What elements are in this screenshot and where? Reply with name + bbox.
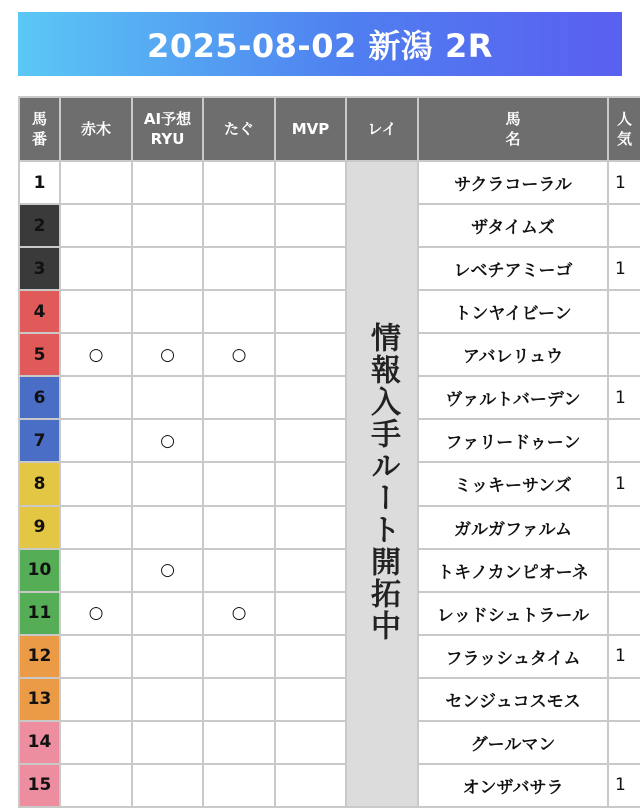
tagu-mark (203, 419, 275, 462)
popularity-value: 1 (608, 161, 640, 204)
table-row (19, 462, 640, 505)
popularity-value (608, 721, 640, 764)
ai-ryu-mark: ○ (132, 419, 203, 462)
horse-name: センジュコスモス (418, 678, 608, 721)
horse-number: 3 (19, 247, 60, 290)
horse-number: 6 (19, 376, 60, 419)
horse-name: ザタイムズ (418, 204, 608, 247)
akagi-mark (60, 204, 132, 247)
horse-number: 12 (19, 635, 60, 678)
header-number (19, 97, 60, 161)
header-ai (132, 97, 203, 161)
ai-ryu-mark (132, 635, 203, 678)
akagi-mark (60, 419, 132, 462)
mvp-mark (275, 764, 346, 807)
header-akagi (60, 97, 132, 161)
header-horse-label: 馬 名 (505, 110, 521, 148)
horse-number: 15 (19, 764, 60, 807)
horse-name: レッドシュトラール (418, 592, 608, 635)
horse-name: アバレリュウ (418, 333, 608, 376)
tagu-mark (203, 721, 275, 764)
horse-number: 10 (19, 549, 60, 592)
horse-number: 4 (19, 290, 60, 333)
table-body (19, 161, 640, 807)
table-row (19, 333, 640, 376)
table-row (19, 161, 640, 204)
header-rei (346, 97, 418, 161)
header-horse (418, 97, 608, 161)
tagu-mark (203, 161, 275, 204)
tagu-mark (203, 549, 275, 592)
tagu-mark (203, 764, 275, 807)
ai-ryu-mark (132, 204, 203, 247)
horse-number: 7 (19, 419, 60, 462)
mvp-mark (275, 247, 346, 290)
race-title-banner (18, 12, 622, 76)
race-title: 2025-08-02 新潟 2R (147, 27, 493, 65)
mvp-mark (275, 549, 346, 592)
horse-name: トンヤイビーン (418, 290, 608, 333)
ai-ryu-mark: ○ (132, 549, 203, 592)
table-row (19, 549, 640, 592)
tagu-mark (203, 204, 275, 247)
popularity-value (608, 290, 640, 333)
ai-ryu-mark (132, 678, 203, 721)
mvp-mark (275, 376, 346, 419)
akagi-mark (60, 764, 132, 807)
horse-name: フラッシュタイム (418, 635, 608, 678)
table-row (19, 204, 640, 247)
table-header-row (19, 97, 640, 161)
akagi-mark: ○ (60, 592, 132, 635)
tagu-mark (203, 506, 275, 549)
horse-number: 13 (19, 678, 60, 721)
tagu-mark (203, 290, 275, 333)
popularity-value (608, 333, 640, 376)
mvp-mark (275, 204, 346, 247)
rei-note: 情報入手ルート開拓中 (365, 321, 400, 642)
tagu-mark (203, 462, 275, 505)
popularity-value: 1 (608, 462, 640, 505)
ai-ryu-mark (132, 376, 203, 419)
popularity-value (608, 549, 640, 592)
horse-name: ガルガファルム (418, 506, 608, 549)
ai-ryu-mark (132, 247, 203, 290)
header-akagi-label: 赤木 (80, 120, 111, 138)
mvp-mark (275, 333, 346, 376)
ai-ryu-mark (132, 462, 203, 505)
horse-name: オンザバサラ (418, 764, 608, 807)
prediction-table (18, 96, 640, 808)
akagi-mark (60, 462, 132, 505)
popularity-value (608, 204, 640, 247)
table-row (19, 635, 640, 678)
akagi-mark (60, 678, 132, 721)
header-number-label: 馬 番 (31, 110, 47, 148)
ai-ryu-mark (132, 592, 203, 635)
akagi-mark: ○ (60, 333, 132, 376)
popularity-value: 1 (608, 376, 640, 419)
ai-ryu-mark (132, 161, 203, 204)
rei-column-note-cell (346, 161, 418, 807)
akagi-mark (60, 290, 132, 333)
popularity-value (608, 419, 640, 462)
horse-name: トキノカンピオーネ (418, 549, 608, 592)
horse-name: ミッキーサンズ (418, 462, 608, 505)
header-tagu (203, 97, 275, 161)
header-extra-label: 人 気 (616, 110, 632, 148)
akagi-mark (60, 549, 132, 592)
mvp-mark (275, 419, 346, 462)
tagu-mark: ○ (203, 333, 275, 376)
table-row (19, 678, 640, 721)
popularity-value: 1 (608, 635, 640, 678)
header-mvp-label: MVP (291, 120, 330, 138)
akagi-mark (60, 376, 132, 419)
akagi-mark (60, 721, 132, 764)
header-ai-label: AI予想 RYU (143, 110, 192, 148)
table-row (19, 376, 640, 419)
horse-name: ヴァルトバーデン (418, 376, 608, 419)
header-mvp (275, 97, 346, 161)
tagu-mark (203, 678, 275, 721)
popularity-value: 1 (608, 764, 640, 807)
tagu-mark (203, 247, 275, 290)
ai-ryu-mark (132, 506, 203, 549)
popularity-value (608, 592, 640, 635)
mvp-mark (275, 721, 346, 764)
mvp-mark (275, 506, 346, 549)
table-row (19, 592, 640, 635)
table-row (19, 419, 640, 462)
table-row (19, 764, 640, 807)
table-row (19, 290, 640, 333)
horse-name: サクラコーラル (418, 161, 608, 204)
horse-name: レベチアミーゴ (418, 247, 608, 290)
mvp-mark (275, 592, 346, 635)
mvp-mark (275, 635, 346, 678)
akagi-mark (60, 506, 132, 549)
ai-ryu-mark (132, 290, 203, 333)
horse-number: 11 (19, 592, 60, 635)
header-extra (608, 97, 640, 161)
table-row (19, 247, 640, 290)
popularity-value: 1 (608, 247, 640, 290)
tagu-mark: ○ (203, 592, 275, 635)
mvp-mark (275, 290, 346, 333)
mvp-mark (275, 161, 346, 204)
mvp-mark (275, 678, 346, 721)
horse-number: 14 (19, 721, 60, 764)
ai-ryu-mark (132, 764, 203, 807)
tagu-mark (203, 635, 275, 678)
table-row (19, 721, 640, 764)
akagi-mark (60, 635, 132, 678)
akagi-mark (60, 161, 132, 204)
header-rei-label: レイ (367, 120, 397, 138)
header-tagu-label: たぐ (223, 120, 254, 138)
akagi-mark (60, 247, 132, 290)
table-row (19, 506, 640, 549)
horse-number: 9 (19, 506, 60, 549)
horse-name: グールマン (418, 721, 608, 764)
popularity-value (608, 678, 640, 721)
tagu-mark (203, 376, 275, 419)
horse-number: 5 (19, 333, 60, 376)
horse-name: ファリードゥーン (418, 419, 608, 462)
popularity-value (608, 506, 640, 549)
horse-number: 2 (19, 204, 60, 247)
ai-ryu-mark (132, 721, 203, 764)
horse-number: 8 (19, 462, 60, 505)
ai-ryu-mark: ○ (132, 333, 203, 376)
horse-number: 1 (19, 161, 60, 204)
mvp-mark (275, 462, 346, 505)
